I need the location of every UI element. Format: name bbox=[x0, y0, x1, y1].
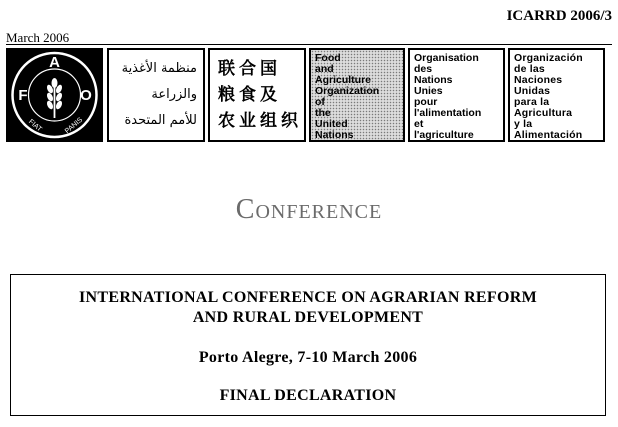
chinese-line: 农业组织 bbox=[218, 111, 302, 131]
logo-letter-o: O bbox=[80, 87, 92, 104]
french-line: et bbox=[414, 118, 424, 130]
chinese-name bbox=[218, 56, 302, 134]
spanish-line: Naciones bbox=[514, 74, 563, 86]
spanish-name bbox=[514, 53, 583, 141]
logo-letter-f: F bbox=[18, 87, 28, 104]
arabic-line: منظمة الأغذية bbox=[121, 61, 197, 76]
document-date: March 2006 bbox=[6, 30, 70, 45]
document-title-box bbox=[10, 274, 606, 416]
english-name bbox=[315, 53, 379, 141]
fao-logo bbox=[6, 48, 103, 142]
english-line: Organization bbox=[315, 85, 380, 97]
arabic-line: للأمم المتحدة bbox=[124, 113, 197, 128]
french-line: l'alimentation bbox=[414, 107, 482, 119]
french-line: pour bbox=[414, 96, 438, 108]
spanish-line: Organización bbox=[514, 52, 583, 64]
english-line: the bbox=[315, 107, 331, 119]
arabic-name-cell bbox=[107, 48, 205, 142]
english-line: and bbox=[315, 63, 334, 75]
spanish-line: Agricultura bbox=[514, 107, 573, 119]
location-date: Porto Alegre, 7-10 March 2006 bbox=[198, 349, 418, 366]
english-line: Nations bbox=[315, 129, 354, 141]
spanish-line: Unidas bbox=[514, 85, 551, 97]
arabic-name bbox=[122, 56, 197, 134]
french-line: Unies bbox=[414, 85, 443, 97]
header-rule bbox=[6, 44, 612, 45]
logo-motto-fiat: FIAT bbox=[27, 118, 43, 134]
title-line-2: AND RURAL DEVELOPMENT bbox=[192, 309, 424, 326]
english-line: Food bbox=[315, 52, 341, 64]
french-line: Organisation bbox=[414, 52, 479, 64]
french-line: des bbox=[414, 63, 433, 75]
english-line: Agriculture bbox=[315, 74, 372, 86]
chinese-name-cell bbox=[208, 48, 306, 142]
french-name bbox=[414, 53, 481, 141]
document-code: ICARRD 2006/3 bbox=[506, 8, 612, 24]
spanish-line: para la bbox=[514, 96, 550, 108]
arabic-line: والزراعة bbox=[151, 87, 197, 102]
chinese-line: 粮食及 bbox=[218, 85, 281, 105]
spanish-line: y la bbox=[514, 118, 533, 130]
section-title: Conference bbox=[235, 194, 383, 225]
spanish-line: de las bbox=[514, 63, 545, 75]
english-name-cell bbox=[309, 48, 405, 142]
chinese-line: 联合国 bbox=[218, 59, 281, 79]
spanish-line: Alimentación bbox=[514, 129, 583, 141]
spanish-name-cell bbox=[508, 48, 605, 142]
logo-motto-panis: PANIS bbox=[63, 116, 85, 136]
english-line: of bbox=[315, 96, 325, 108]
french-line: Nations bbox=[414, 74, 453, 86]
english-line: United bbox=[315, 118, 348, 130]
french-line: l'agriculture bbox=[414, 129, 474, 141]
title-line-1: INTERNATIONAL CONFERENCE ON AGRARIAN REFORM bbox=[79, 289, 537, 306]
logo-letter-a: A bbox=[49, 54, 60, 71]
french-name-cell bbox=[408, 48, 505, 142]
document-type: FINAL DECLARATION bbox=[219, 387, 397, 404]
fao-wheat-ear-icon bbox=[6, 48, 103, 142]
